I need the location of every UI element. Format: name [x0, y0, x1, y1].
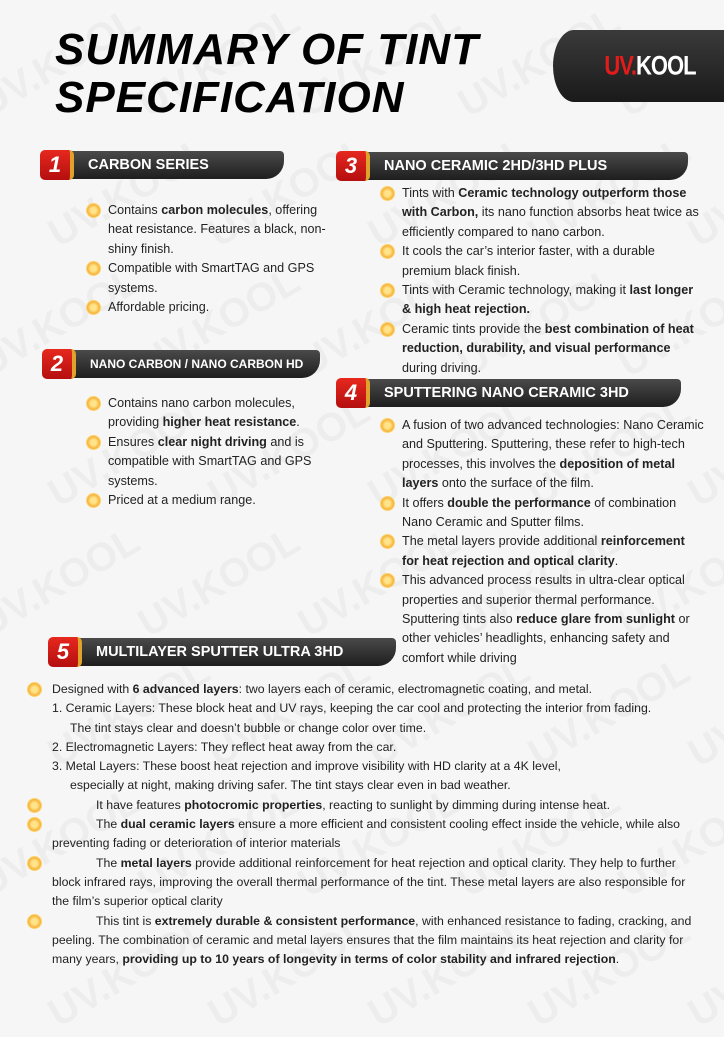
section-title: NANO CERAMIC 2HD/3HD PLUS [384, 157, 608, 174]
section-title: SPUTTERING NANO CERAMIC 3HD [384, 384, 629, 401]
sun-bullet-icon [28, 915, 41, 928]
text: The metal layers provide additional [402, 534, 601, 549]
nano-carbon-list [88, 394, 328, 510]
sputtering-list [382, 416, 704, 668]
bold-text: carbon molecules [161, 203, 269, 217]
text: Ceramic tints provide the [402, 321, 545, 336]
sun-bullet-icon [87, 494, 100, 507]
paragraph [52, 738, 700, 757]
text: : two layers each of ceramic, electromagnetic coating, and metal. [238, 682, 593, 696]
section-header-1 [40, 150, 284, 179]
text: It cools the car’s interior faster, with a durable premium black finish. [402, 244, 655, 278]
text: , reacting to sunlight by dimming during intense heat. [322, 797, 610, 812]
text: especially at night, making driving safer. The tint stays clear even in bad weather. [70, 778, 511, 793]
list-item [88, 491, 328, 510]
sun-bullet-icon [87, 397, 100, 410]
list-item [88, 298, 328, 317]
sun-bullet-icon [87, 204, 100, 217]
bold-text: double the performance [447, 495, 591, 510]
text: Ensures [108, 434, 158, 449]
section-number-badge: 5 [48, 637, 82, 667]
sun-bullet-icon [87, 301, 100, 314]
title-line-1: SUMMARY OF TINT [55, 25, 480, 74]
text: Compatible with SmartTAG and GPS systems. [108, 261, 315, 295]
text: or other vehicles’ headlights, enhancing safety and comfort while driving [402, 612, 690, 665]
list-item [382, 320, 702, 378]
sun-bullet-icon [381, 245, 394, 258]
text: of combination Nano Ceramic and Sputter films. [402, 495, 677, 530]
paragraph [52, 796, 700, 815]
paragraph [52, 912, 700, 970]
text: 1. Ceramic Layers: These block heat and UV rays, keeping the car cool and protecting the interior from fading. [52, 701, 652, 716]
paragraph [52, 815, 700, 854]
section-number-badge: 2 [42, 349, 76, 379]
bold-text: reduce glare from sunlight [516, 612, 675, 627]
page-title [55, 26, 479, 122]
bold-text: higher heat resistance [162, 415, 297, 430]
watermark-logo [131, 518, 308, 646]
bold-text: Ceramic technology outperform those with Carbon, [402, 186, 687, 220]
bold-text: deposition of metal layers [402, 456, 675, 491]
text: during driving. [402, 360, 482, 375]
paragraph [52, 719, 700, 738]
text: provide additional reinforcement for heat rejection and optical clarity. They help to further block infrared rays, improving the overall thermal performance of the tint. These metal layers are also responsible for the film’s superior optical clarity [52, 855, 686, 909]
section-header-5 [48, 637, 396, 666]
text: The [96, 855, 121, 870]
text: . [615, 952, 620, 967]
title-line-2: SPECIFICATION [55, 73, 405, 122]
text: 2. Electromagnetic Layers: They reflect heat away from the car. [52, 739, 397, 754]
paragraph [52, 699, 700, 718]
text: ensure a more efficient and consistent cooling effect inside the vehicle, while also preventing fading or deterioration of interior materials [52, 817, 681, 851]
text: . [614, 553, 619, 568]
text: 3. Metal Layers: These boost heat rejection and improve visibility with HD clarity at a 4K level, [52, 759, 561, 774]
sun-bullet-icon [381, 323, 394, 336]
logo-tab [553, 30, 724, 102]
list-item [382, 571, 704, 668]
sun-bullet-icon [381, 497, 394, 510]
section-title: NANO CARBON / NANO CARBON HD [90, 356, 304, 371]
section-number-badge: 1 [40, 150, 74, 180]
bold-text: last longer & high heat rejection. [402, 283, 694, 317]
section-header-2 [42, 349, 320, 378]
section-number-badge: 4 [336, 378, 370, 408]
paragraph [52, 854, 700, 912]
bold-text: photocromic properties [184, 797, 323, 812]
text: The [96, 817, 121, 832]
text: , with enhanced resistance to fading, cracking, and peeling. The combination of ceramic and metal layers ensures that the film maintains its heat rejection and clarity for many years, [52, 913, 692, 967]
text: This tint is [96, 913, 155, 928]
sun-bullet-icon [381, 535, 394, 548]
carbon-series-list [88, 201, 328, 317]
list-item [382, 242, 702, 281]
list-item [88, 201, 328, 259]
section-header-3 [336, 151, 688, 180]
bold-text: metal layers [120, 855, 192, 870]
section-number-badge: 3 [336, 151, 370, 181]
sun-bullet-icon [28, 818, 41, 831]
bold-text: reinforcement for heat rejection and optical clarity [402, 534, 685, 568]
bold-text: dual ceramic layers [120, 817, 235, 832]
section-header-4 [336, 378, 681, 407]
text: Contains nano carbon molecules, providing [108, 396, 295, 430]
text: This advanced process results in ultra-clear optical properties and superior thermal performance. Sputtering tints also [402, 573, 685, 627]
sun-bullet-icon [87, 436, 100, 449]
sun-bullet-icon [28, 857, 41, 870]
paragraph [52, 776, 700, 795]
text: Affordable pricing. [108, 300, 210, 315]
text: A fusion of two advanced technologies: Nano Ceramic and Sputtering. Sputtering, these refer to high-tech processes, this involves the [402, 418, 704, 471]
sun-bullet-icon [87, 262, 100, 275]
watermark-logo [0, 518, 148, 646]
text: The tint stays clear and doesn’t bubble or change color over time. [70, 720, 427, 735]
sun-bullet-icon [381, 419, 394, 432]
bold-text: best combination of heat reduction, durability, and visual performance [402, 321, 694, 356]
text: , offering heat resistance. Features a black, non-shiny finish. [108, 203, 326, 256]
multilayer-description [52, 680, 700, 969]
section-title: MULTILAYER SPUTTER ULTRA 3HD [96, 643, 344, 660]
text: and is compatible with SmartTAG and GPS systems. [108, 434, 312, 488]
bold-text: providing up to 10 years of longevity in terms of color stability and infrared rejection [122, 952, 616, 967]
text: its nano function absorbs heat twice as efficiently compared to nano carbon. [402, 205, 699, 239]
text: It offers [402, 495, 448, 510]
nano-ceramic-list [382, 184, 702, 378]
list-item [382, 494, 704, 533]
sun-bullet-icon [28, 799, 41, 812]
list-item [382, 184, 702, 242]
section-title: CARBON SERIES [88, 156, 209, 173]
list-item [88, 259, 328, 298]
list-item [88, 433, 328, 491]
text: Designed with [52, 682, 133, 696]
text: It have features [96, 797, 185, 812]
bold-text: clear night driving [157, 434, 267, 449]
text: Tints with Ceramic technology, making it [402, 283, 630, 298]
paragraph [52, 757, 700, 776]
list-item [382, 532, 704, 571]
sun-bullet-icon [381, 187, 394, 200]
text: Contains [108, 203, 162, 217]
sun-bullet-icon [381, 574, 394, 587]
list-item [382, 281, 702, 320]
list-item [88, 394, 328, 433]
list-item [382, 416, 704, 494]
text: . [296, 415, 300, 430]
sun-bullet-icon [28, 683, 41, 696]
text: onto the surface of the film. [438, 476, 594, 491]
text: Tints with [402, 186, 459, 200]
bold-text: extremely durable & consistent performance [154, 913, 416, 928]
text: Priced at a medium range. [108, 493, 256, 508]
paragraph [52, 680, 700, 699]
sun-bullet-icon [381, 284, 394, 297]
bold-text: 6 advanced layers [132, 682, 239, 696]
uv-kool-logo: UV.KOOL [604, 50, 696, 81]
